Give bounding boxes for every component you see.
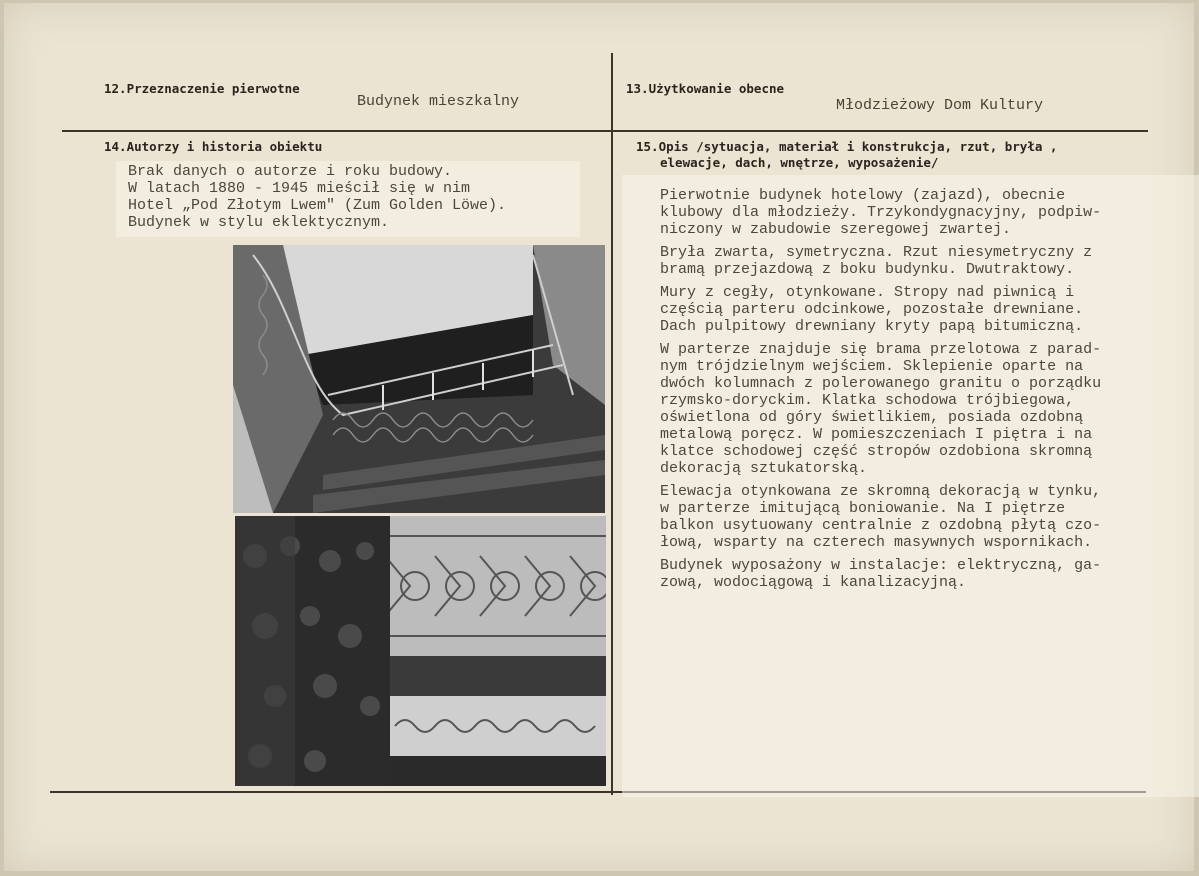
section-13-value: Młodzieżowy Dom Kultury [836, 97, 1044, 114]
section-15-line: metalową poręcz. W pomieszczeniach I piętra i na [660, 426, 1093, 443]
section-15-label-line-1: 15.Opis /sytuacja, materiał i konstrukcja, rzut, bryła , [636, 139, 1058, 154]
section-15-line: Dach pulpitowy drewniany kryty papą bitumiczną. [660, 318, 1084, 335]
section-15-paragraph [660, 483, 1199, 551]
section-15-line: klatce schodowej część stropów ozdobiona skromną [660, 443, 1093, 460]
section-14-line: W latach 1880 - 1945 mieścił się w nim [128, 180, 471, 197]
section-15-line: niczony w zabudowie szeregowej zwartej. [660, 221, 1012, 238]
section-15-line: dwóch kolumnach z polerowanego granitu o porządku [660, 375, 1102, 392]
section-15-line: W parterze znajduje się brama przelotowa z parad- [660, 341, 1102, 358]
section-15-line: rzymsko-doryckim. Klatka schodowa trójbiegowa, [660, 392, 1075, 409]
section-15-line: dekoracją sztukatorską. [660, 460, 868, 477]
section-15-line: Budynek wyposażony w instalacje: elektryczną, ga- [660, 557, 1102, 574]
header-divider [62, 130, 1148, 132]
section-14-line: Budynek w stylu eklektycznym. [128, 214, 390, 231]
section-15-line: w parterze imitującą boniowanie. Na I piętrze [660, 500, 1066, 517]
section-14-label: 14.Autorzy i historia obiektu [104, 139, 323, 154]
section-15-line: Mury z cegły, otynkowane. Stropy nad piwnicą i [660, 284, 1075, 301]
section-15-paragraph [660, 557, 1199, 591]
section-15-line: nym trójdzielnym wejściem. Sklepienie oparte na [660, 358, 1084, 375]
section-15-line: zową, wodociągową i kanalizacyjną. [660, 574, 967, 591]
section-15-line: balkon usytuowany centralnie z ozdobną płytą czo- [660, 517, 1102, 534]
section-13-label: 13.Użytkowanie obecne [626, 81, 785, 96]
section-14-slip [116, 161, 580, 237]
section-15-line: częścią parteru odcinkowe, pozostałe drewniane. [660, 301, 1084, 318]
section-15-line: Pierwotnie budynek hotelowy (zajazd), obecnie [660, 187, 1066, 204]
inventory-card [4, 3, 1194, 871]
section-15-line: klubowy dla młodzieży. Trzykondygnacyjny, podpiw- [660, 204, 1102, 221]
section-12-label: 12.Przeznaczenie pierwotne [104, 81, 300, 96]
section-15-line: Elewacja otynkowana ze skromną dekoracją w tynku, [660, 483, 1102, 500]
section-15-line: łową, wsparty na czterech masywnych wspornikach. [660, 534, 1093, 551]
section-15-paragraph [660, 284, 1199, 335]
section-12-value: Budynek mieszkalny [357, 93, 520, 110]
column-divider [611, 53, 613, 795]
section-15-line: Bryła zwarta, symetryczna. Rzut niesymetryczny z [660, 244, 1093, 261]
balustrade-photo [235, 516, 606, 786]
section-14-line: Brak danych o autorze i roku budowy. [128, 163, 453, 180]
section-15-line: oświetlona od góry świetlikiem, posiada ozdobną [660, 409, 1084, 426]
section-15-paragraph [660, 341, 1199, 477]
section-15-paragraph [660, 187, 1199, 238]
section-15-line: bramą przejazdową z boku budynku. Dwutraktowy. [660, 261, 1075, 278]
section-15-paragraph [660, 244, 1199, 278]
section-15-slip [622, 175, 1199, 797]
section-15-label-line-2: elewacje, dach, wnętrze, wyposażenie/ [660, 155, 939, 170]
section-14-line: Hotel „Pod Złotym Lwem" (Zum Golden Löwe). [128, 197, 507, 214]
staircase-photo [233, 245, 605, 513]
